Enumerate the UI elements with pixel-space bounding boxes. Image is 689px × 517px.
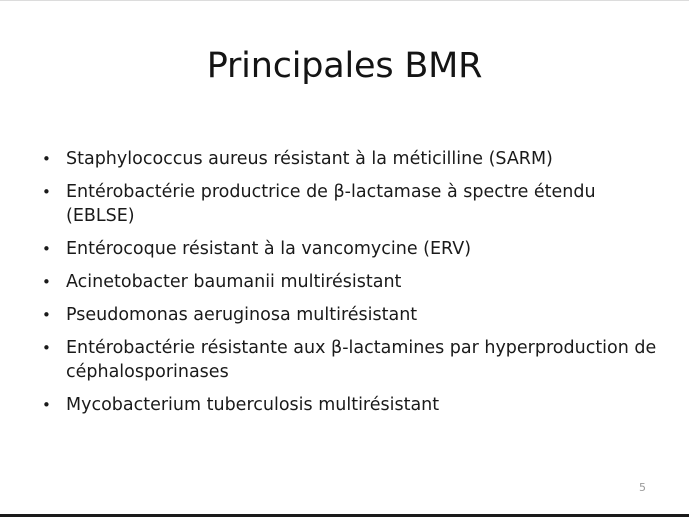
slide-title: Principales BMR bbox=[206, 46, 483, 86]
bullet-icon: • bbox=[42, 273, 51, 291]
bullet-item bbox=[40, 180, 660, 228]
bullet-item bbox=[40, 393, 660, 417]
bullet-icon: • bbox=[42, 240, 51, 258]
page-number: 5 bbox=[639, 481, 646, 494]
bullet-list bbox=[40, 147, 660, 426]
bullet-item bbox=[40, 147, 660, 171]
bullet-item bbox=[40, 237, 660, 261]
bullet-text: Acinetobacter baumanii multirésistant bbox=[66, 272, 402, 292]
bullet-icon: • bbox=[42, 183, 51, 201]
bullet-item bbox=[40, 336, 660, 384]
bullet-item bbox=[40, 270, 660, 294]
bullet-icon: • bbox=[42, 150, 51, 168]
bullet-icon: • bbox=[42, 306, 51, 324]
bullet-text: Pseudomonas aeruginosa multirésistant bbox=[66, 305, 418, 325]
bullet-item bbox=[40, 303, 660, 327]
bullet-text: Mycobacterium tuberculosis multirésistant bbox=[66, 395, 440, 415]
bullet-text: Staphylococcus aureus résistant à la méticilline (SARM) bbox=[66, 149, 553, 169]
bullet-icon: • bbox=[42, 396, 51, 414]
bullet-icon: • bbox=[42, 339, 51, 357]
bullet-text: Entérobactérie résistante aux β-lactamines par hyperproduction de céphalosporinases bbox=[66, 338, 657, 382]
bullet-text: Entérobactérie productrice de β-lactamase à spectre étendu (EBLSE) bbox=[66, 182, 596, 226]
bullet-text: Entérocoque résistant à la vancomycine (ERV) bbox=[66, 239, 472, 259]
